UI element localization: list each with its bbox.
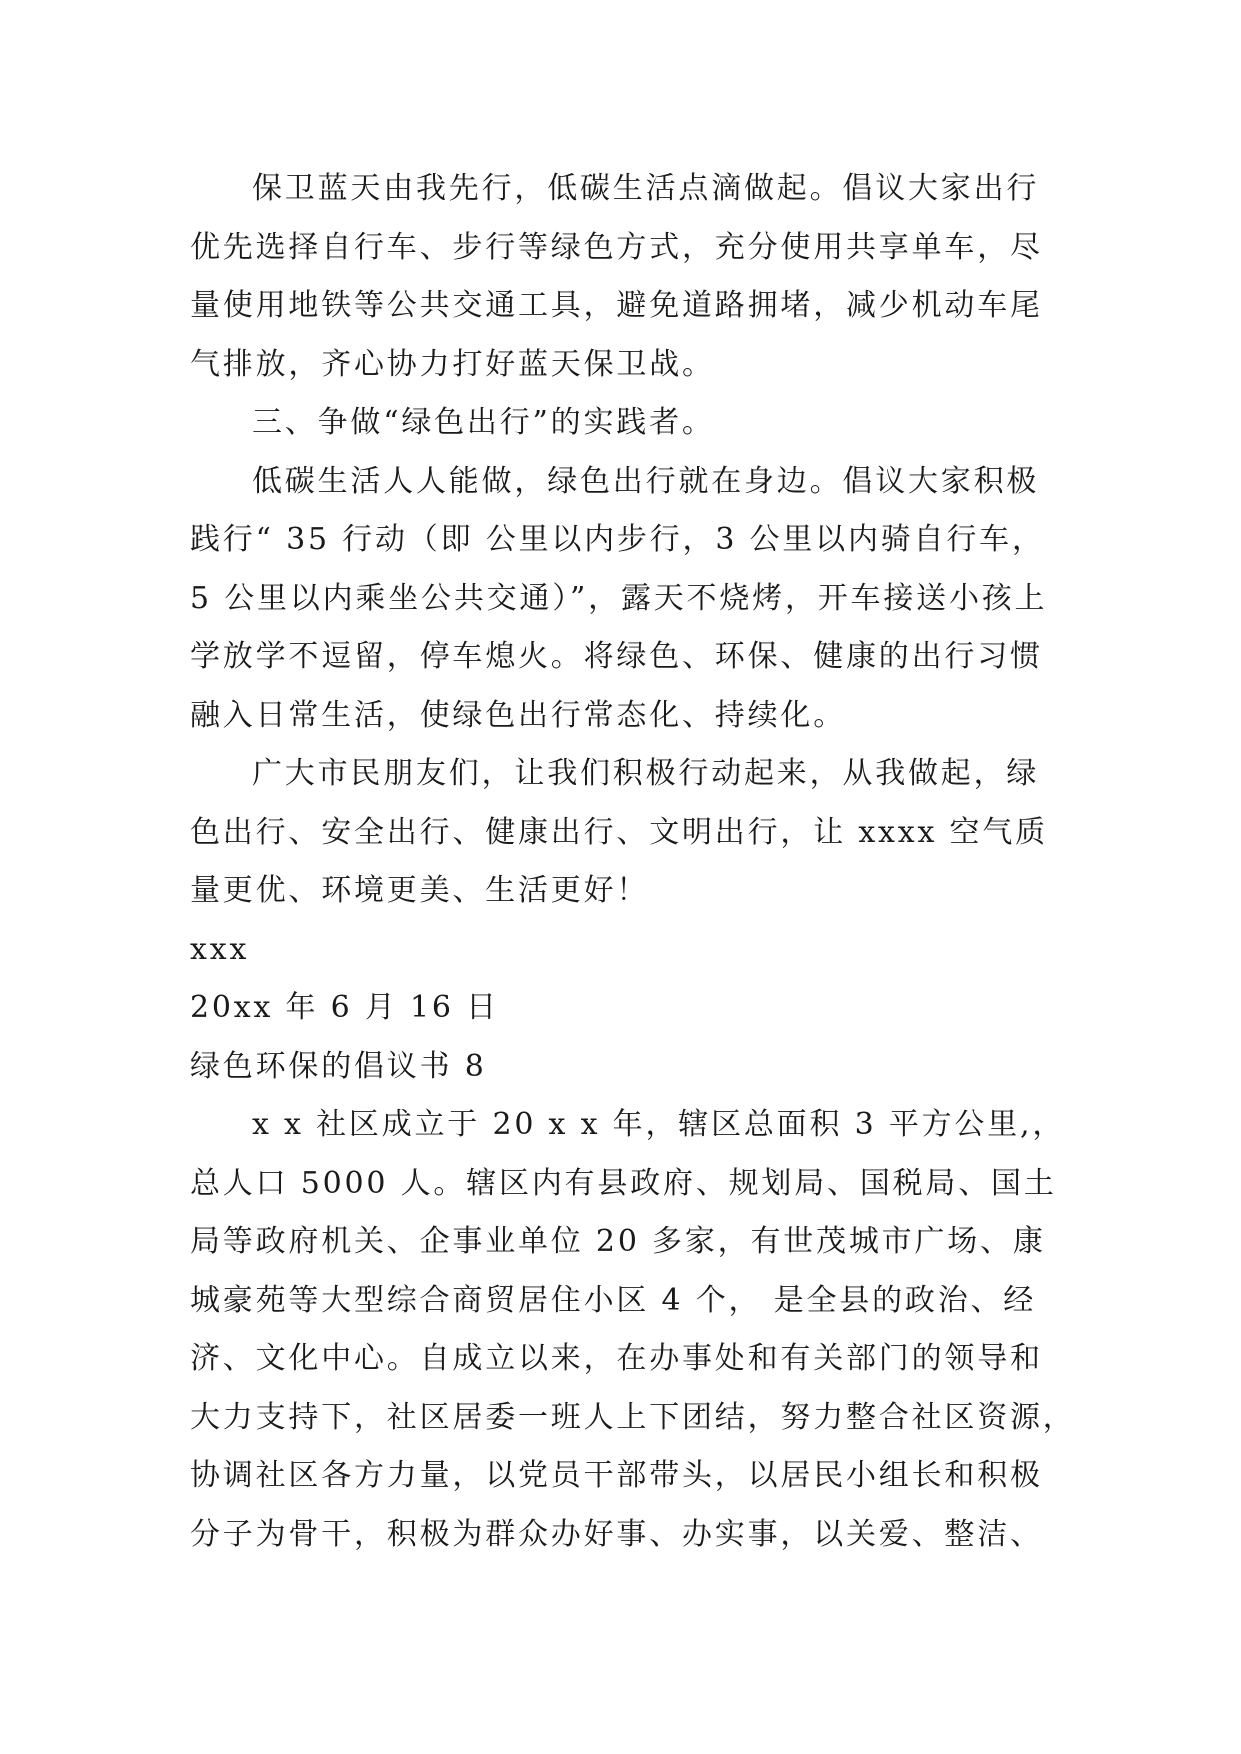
paragraph-line: 融入日常生活，使绿色出行常态化、持续化。 — [190, 697, 846, 733]
paragraph-line: 气排放，齐心协力打好蓝天保卫战。 — [190, 346, 715, 382]
paragraph-line: 低碳生活人人能做，绿色出行就在身边。倡议大家积极 — [252, 463, 1040, 499]
paragraph-line: 局等政府机关、企事业单位 20 多家，有世茂城市广场、康 — [190, 1224, 1046, 1259]
paragraph-line: 城豪苑等大型综合商贸居住小区 4 个， 是全县的政治、经 — [190, 1282, 1037, 1318]
paragraph-line: x x 社区成立于 20 x x 年，辖区总面积 3 平方公里,， — [252, 1107, 1066, 1142]
paragraph-line: 践行“ 35 行动（即 公里以内步行，3 公里以内骑自行车， — [190, 522, 1045, 557]
paragraph-line: 优先选择自行车、步行等绿色方式，充分使用共享单车，尽 — [190, 229, 1043, 265]
document-body — [190, 160, 1076, 1564]
paragraph-line: 色出行、安全出行、健康出行、文明出行，让 xxxx 空气质 — [190, 814, 1048, 850]
paragraph-line: 协调社区各方力量，以党员干部带头，以居民小组长和积极 — [190, 1458, 1043, 1493]
paragraph-line: 广大市民朋友们，让我们积极行动起来，从我做起，绿 — [252, 756, 1040, 791]
paragraph-line: 学放学不逗留，停车熄火。将绿色、环保、健康的出行习惯 — [190, 639, 1043, 674]
signature-date: 20xx 年 6 月 16 日 — [190, 990, 499, 1025]
paragraph-line: 济、文化中心。自成立以来，在办事处和有关部门的领导和 — [190, 1341, 1043, 1376]
paragraph-line: 分子为骨干，积极为群众办好事、办实事，以关爱、整洁、 — [190, 1516, 1043, 1552]
paragraph-line: 总人口 5000 人。辖区内有县政府、规划局、国税局、国土 — [190, 1165, 1057, 1201]
paragraph-line: 量使用地铁等公共交通工具，避免道路拥堵，减少机动车尾 — [190, 288, 1043, 323]
signature-name: xxx — [190, 931, 250, 967]
section-heading: 三、争做“绿色出行”的实践者。 — [252, 405, 715, 440]
paragraph-line: 5 公里以内乘坐公共交通）”，露天不烧烤，开车接送小孩上 — [190, 580, 1048, 616]
document-title: 绿色环保的倡议书 8 — [190, 1048, 487, 1084]
paragraph-line: 大力支持下，社区居委一班人上下团结，努力整合社区资源， — [190, 1399, 1076, 1435]
paragraph-line: 保卫蓝天由我先行，低碳生活点滴做起。倡议大家出行 — [252, 171, 1040, 206]
paragraph-line: 量更优、环境更美、生活更好！ — [190, 873, 650, 908]
